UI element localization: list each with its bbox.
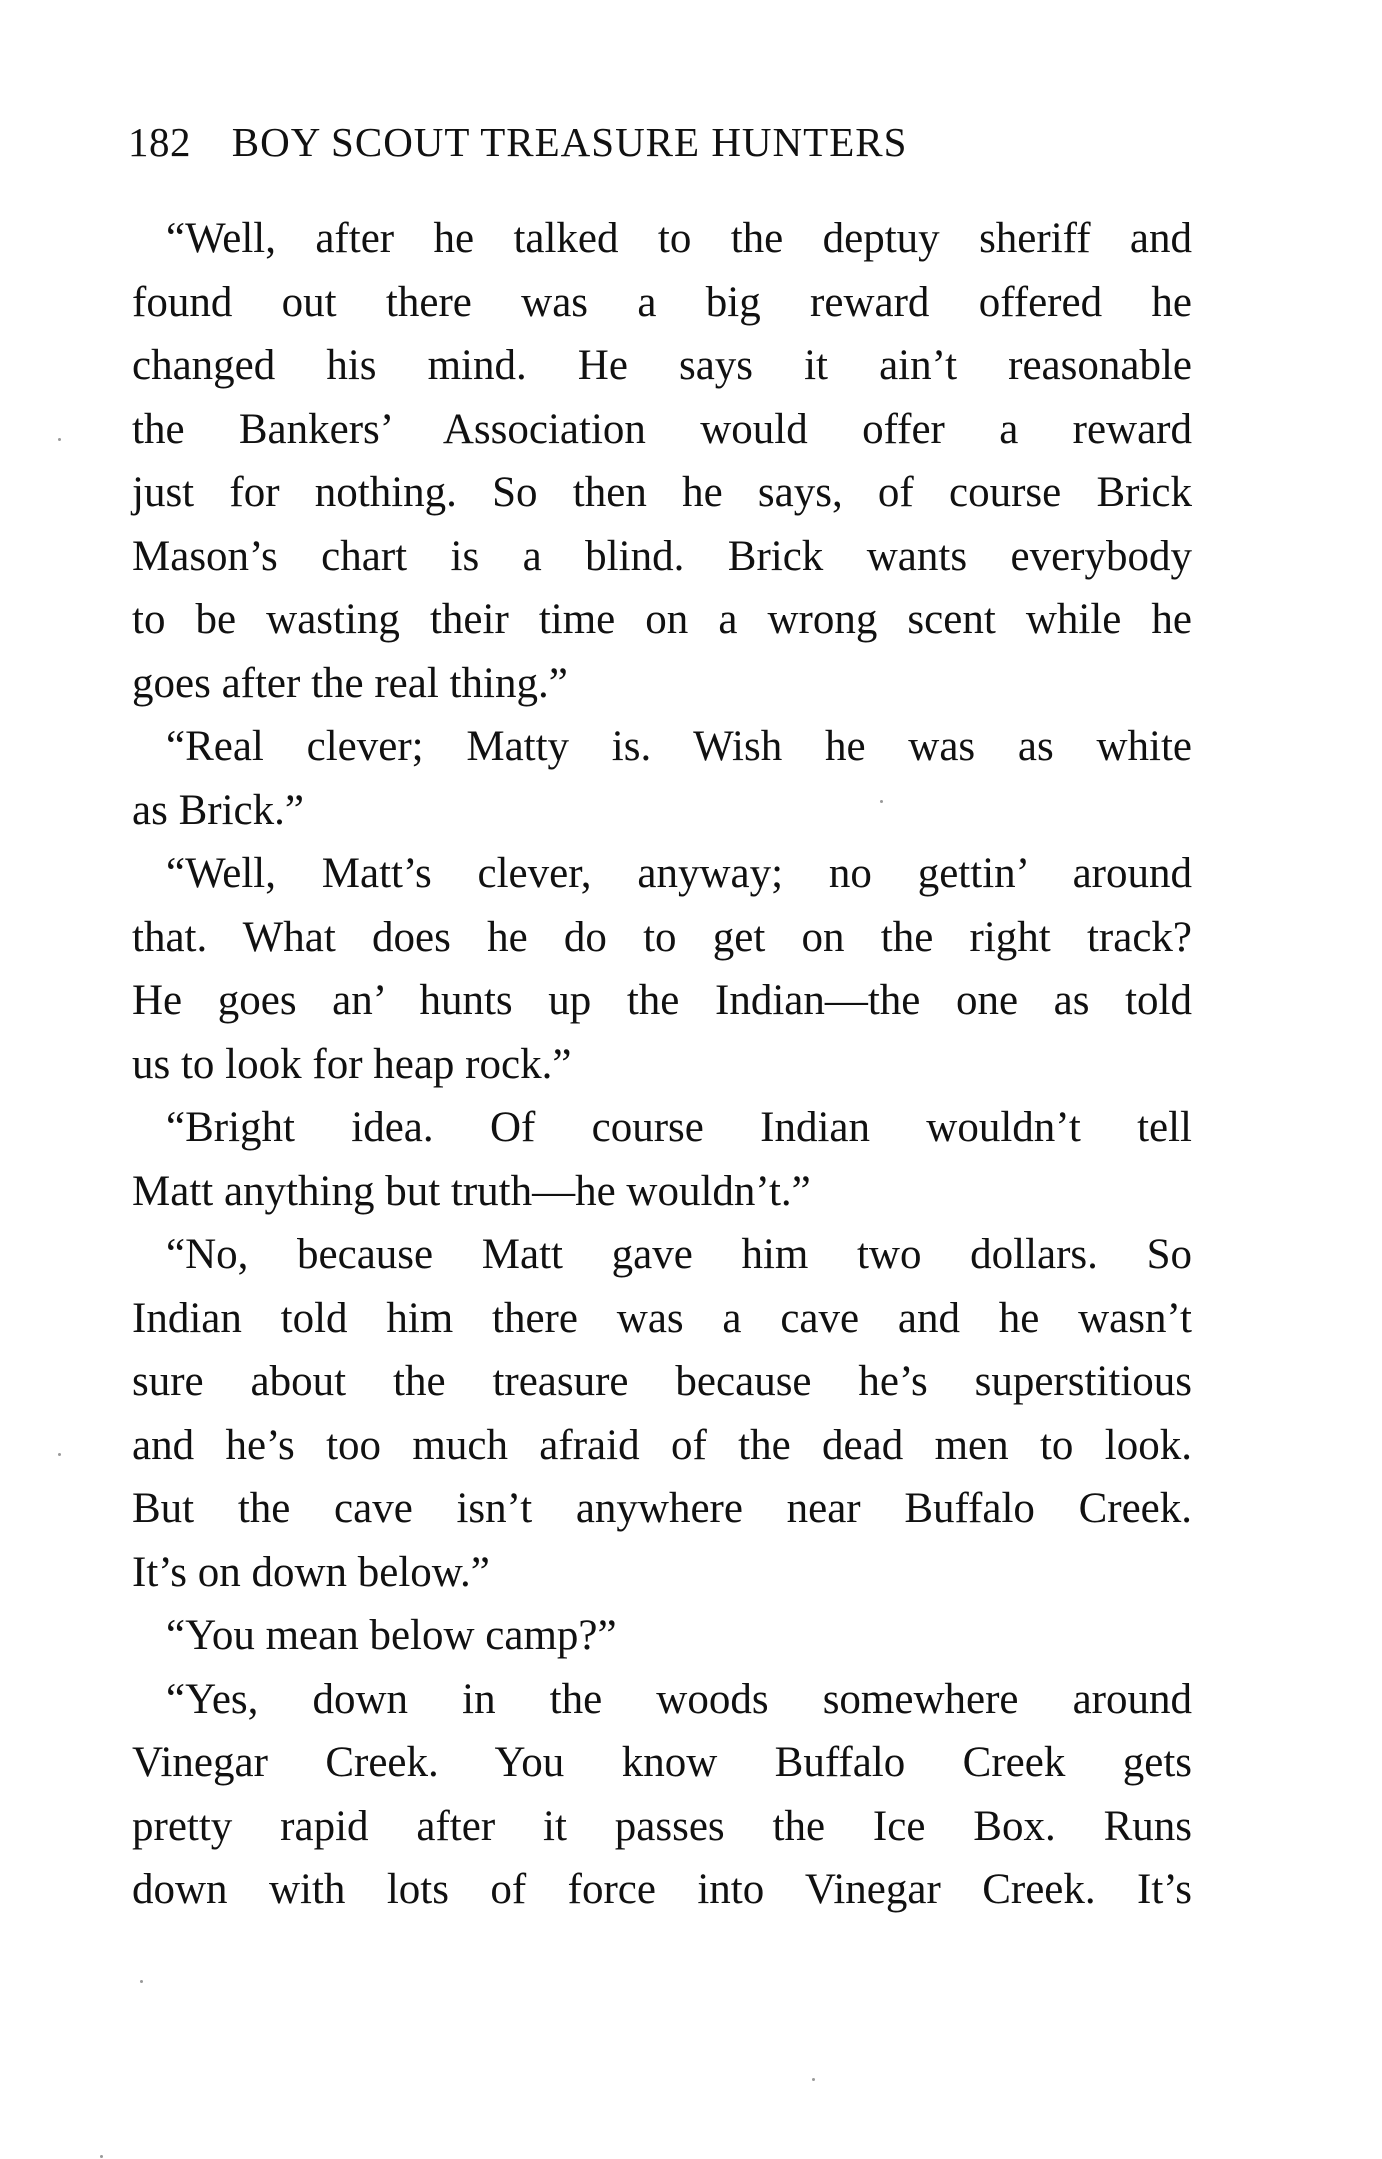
text-line: “You mean below camp?” (166, 1612, 617, 1659)
text-line: “Yes, down in the woods somewhere around (166, 1675, 1192, 1723)
text-line: changed his mind. He says it ain’t reasonable (132, 342, 1192, 389)
text-line: Indian told him there was a cave and he wasn’t (132, 1294, 1192, 1342)
text-line: found out there was a big reward offered he (132, 278, 1192, 326)
text-line: Mason’s chart is a blind. Brick wants everybody (132, 532, 1192, 580)
page-number: 182 (128, 119, 191, 165)
text-line: sure about the treasure because he’s superstitious (132, 1358, 1192, 1405)
scan-speck (100, 2155, 103, 2158)
text-line: Matt anything but truth—he wouldn’t.” (132, 1167, 811, 1215)
text-line: and he’s too much afraid of the dead men to look. (132, 1421, 1192, 1469)
text-line: “Real clever; Matty is. Wish he was as white (166, 723, 1192, 770)
scan-speck (58, 438, 61, 441)
text-line: to be wasting their time on a wrong scent while he (132, 596, 1192, 643)
text-line: as Brick.” (132, 786, 304, 834)
text-line: just for nothing. So then he says, of course Brick (132, 469, 1192, 516)
running-head (128, 118, 1188, 178)
scan-speck (812, 2078, 815, 2081)
text-line: down with lots of force into Vinegar Creek. It’s (132, 1866, 1192, 1913)
scan-speck (880, 800, 883, 803)
running-title: BOY SCOUT TREASURE HUNTERS (231, 119, 908, 165)
text-line: “Well, Matt’s clever, anyway; no gettin’ around (166, 850, 1192, 897)
text-line: goes after the real thing.” (132, 659, 568, 707)
scan-speck (58, 1453, 61, 1456)
text-line: But the cave isn’t anywhere near Buffalo Creek. (132, 1485, 1192, 1532)
text-line: He goes an’ hunts up the Indian—the one as told (132, 977, 1192, 1024)
text-line: It’s on down below.” (132, 1548, 490, 1596)
text-line: “Bright idea. Of course Indian wouldn’t tell (166, 1104, 1192, 1151)
text-line: that. What does he do to get on the right track? (132, 913, 1192, 961)
text-line: pretty rapid after it passes the Ice Box. Runs (132, 1802, 1192, 1850)
text-line: “No, because Matt gave him two dollars. So (166, 1231, 1192, 1278)
text-line: Vinegar Creek. You know Buffalo Creek gets (132, 1739, 1192, 1786)
text-line: the Bankers’ Association would offer a reward (132, 405, 1192, 453)
text-line: “Well, after he talked to the deptuy sheriff and (166, 215, 1192, 262)
scan-speck (140, 1980, 143, 1983)
body-text (132, 207, 1192, 1922)
text-line: us to look for heap rock.” (132, 1040, 572, 1088)
